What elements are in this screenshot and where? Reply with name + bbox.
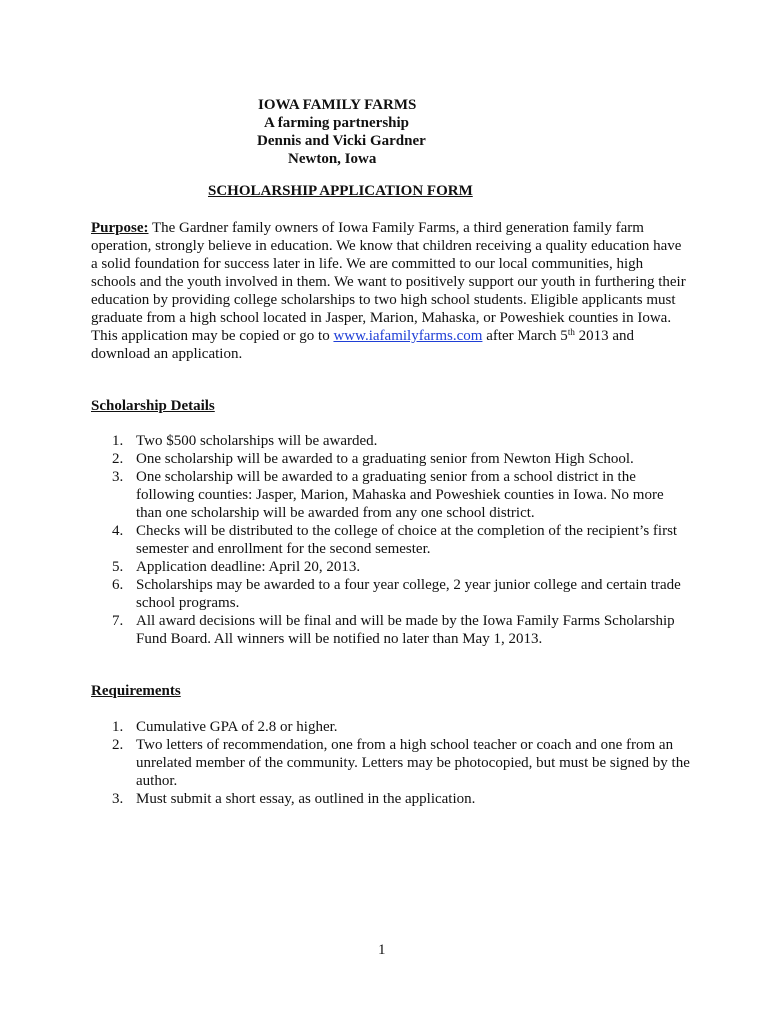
scholarship-detail-item	[91, 522, 691, 558]
purpose-text-after-link: after March 5	[482, 328, 568, 344]
list-item-number: 7.	[112, 613, 124, 629]
list-item-number: 3.	[112, 791, 124, 807]
org-name: IOWA FAMILY FARMS	[258, 97, 417, 113]
requirement-item	[91, 790, 691, 808]
purpose-label: Purpose:	[91, 220, 149, 236]
purpose-text: The Gardner family owners of Iowa Family Farms, a third generation family farm operation, strongly believe in education. We know that children receiving a quality education have a solid foundation for success later in life. We are committed to our local communities, high schools and the youth involved in them. We want to positively support our youth in furthering their education by providing college scholarships to two high school students. Eligible applicants must graduate from a high school located in Jasper, Marion, Mahaska, or Poweshiek counties in Iowa. This application may be copied or go to	[91, 220, 686, 344]
list-item-number: 1.	[112, 433, 124, 449]
list-item-text: Two $500 scholarships will be awarded.	[136, 433, 378, 449]
list-item-text: Scholarships may be awarded to a four year college, 2 year junior college and certain trade school programs.	[136, 577, 681, 611]
scholarship-detail-item	[91, 468, 691, 522]
scholarship-details-list	[91, 432, 691, 648]
list-item-text: One scholarship will be awarded to a graduating senior from a school district in the following counties: Jasper, Marion, Mahaska and Poweshiek counties in Iowa. No more than one scholarship will be awarded from any one school district.	[136, 469, 664, 521]
list-item-number: 1.	[112, 719, 124, 735]
list-item-text: Checks will be distributed to the college of choice at the completion of the recipient’s first semester and enrollment for the second semester.	[136, 523, 678, 557]
list-item-text: One scholarship will be awarded to a graduating senior from Newton High School.	[136, 451, 634, 467]
requirement-item	[91, 736, 691, 790]
website-link[interactable]: www.iafamilyfarms.com	[333, 328, 483, 344]
scholarship-detail-item	[91, 450, 691, 468]
purpose-text-end: 2013 and download an application.	[91, 328, 634, 362]
requirements-list	[91, 718, 691, 808]
list-item-text: Application deadline: April 20, 2013.	[136, 559, 361, 575]
list-item-text: Two letters of recommendation, one from a high school teacher or coach and one from an unrelated member of the community. Letters may be photocopied, but must be signed by the author.	[136, 737, 690, 789]
org-subtitle: A farming partnership	[264, 115, 410, 131]
requirements-heading: Requirements	[91, 683, 181, 699]
scholarship-details-heading: Scholarship Details	[91, 398, 215, 414]
list-item-text: Must submit a short essay, as outlined in the application.	[136, 791, 476, 807]
list-item-number: 6.	[112, 577, 124, 593]
scholarship-detail-item	[91, 558, 691, 576]
date-superscript: th	[567, 327, 575, 337]
scholarship-detail-item	[91, 612, 691, 648]
scholarship-detail-item	[91, 576, 691, 612]
list-item-number: 2.	[112, 737, 124, 753]
list-item-number: 2.	[112, 451, 124, 467]
form-title: SCHOLARSHIP APPLICATION FORM	[208, 183, 473, 199]
list-item-number: 4.	[112, 523, 124, 539]
requirement-item	[91, 718, 691, 736]
location: Newton, Iowa	[288, 151, 377, 167]
list-item-number: 3.	[112, 469, 124, 485]
list-item-text: All award decisions will be final and will be made by the Iowa Family Farms Scholarship Fund Board. All winners will be notified no later than May 1, 2013.	[136, 613, 675, 647]
purpose-paragraph	[91, 219, 691, 363]
page-number: 1	[378, 942, 386, 958]
list-item-text: Cumulative GPA of 2.8 or higher.	[136, 719, 338, 735]
owner-names: Dennis and Vicki Gardner	[257, 133, 426, 149]
scholarship-detail-item	[91, 432, 691, 450]
list-item-number: 5.	[112, 559, 124, 575]
